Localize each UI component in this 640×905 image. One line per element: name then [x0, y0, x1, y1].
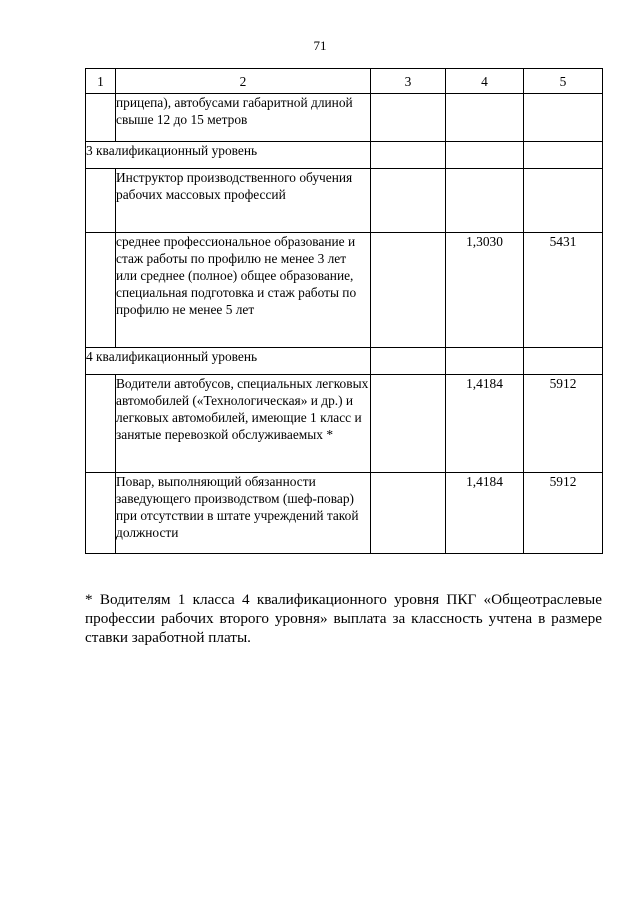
- cell-empty: [371, 142, 446, 169]
- cell-empty: [446, 348, 524, 375]
- cell-position: Инструктор производственного обучения рабочих массовых профессий: [116, 169, 371, 233]
- cell-col-1: [86, 473, 116, 554]
- page-number: 71: [313, 38, 327, 53]
- cell-col-1: [86, 375, 116, 473]
- cell-col-1: [86, 169, 116, 233]
- cell-salary: 5912: [524, 473, 603, 554]
- cell-position: среднее профессиональное образование и стаж работы по профилю не менее 3 лет или среднее (полное) общее образование, специальная подготовка и стаж работы по профилю не менее 5 лет: [116, 233, 371, 348]
- salary-table: [85, 68, 603, 554]
- cell-coefficient: [446, 94, 524, 142]
- table-row: [86, 375, 603, 473]
- cell-salary: 5431: [524, 233, 603, 348]
- cell-empty: [446, 142, 524, 169]
- cell-empty: [371, 348, 446, 375]
- table-row: [86, 233, 603, 348]
- table-row: [86, 473, 603, 554]
- cell-col-3: [371, 233, 446, 348]
- table-row: [86, 94, 603, 142]
- cell-coefficient: 1,4184: [446, 473, 524, 554]
- cell-position: прицепа), автобусами габаритной длиной свыше 12 до 15 метров: [116, 94, 371, 142]
- cell-position: Повар, выполняющий обязанности заведующего производством (шеф-повар) при отсутствии в штате учреждений такой должности: [116, 473, 371, 554]
- table-header-row: [86, 69, 603, 94]
- cell-empty: [524, 348, 603, 375]
- cell-empty: [524, 142, 603, 169]
- qualification-level: 4 квалификационный уровень: [86, 348, 371, 375]
- cell-position: Водители автобусов, специальных легковых автомобилей («Технологическая» и др.) и легковых автомобилей, имеющие 1 класс и занятые перевозкой обслуживаемых *: [116, 375, 371, 473]
- qualification-level: 3 квалификационный уровень: [86, 142, 371, 169]
- level-row: [86, 348, 603, 375]
- cell-coefficient: 1,4184: [446, 375, 524, 473]
- cell-coefficient: 1,3030: [446, 233, 524, 348]
- cell-col-1: [86, 94, 116, 142]
- cell-col-3: [371, 375, 446, 473]
- header-col-3: 3: [371, 69, 446, 94]
- cell-col-3: [371, 94, 446, 142]
- cell-coefficient: [446, 169, 524, 233]
- cell-col-1: [86, 233, 116, 348]
- cell-col-3: [371, 169, 446, 233]
- footnote: * Водителям 1 класса 4 квалификационного уровня ПКГ «Общеотраслевые профессии рабочих второго уровня» выплата за классность учтена в размере ставки заработной платы.: [85, 591, 602, 647]
- cell-salary: [524, 94, 603, 142]
- cell-col-3: [371, 473, 446, 554]
- header-col-1: 1: [86, 69, 116, 94]
- level-row: [86, 142, 603, 169]
- header-col-2: 2: [116, 69, 371, 94]
- cell-salary: 5912: [524, 375, 603, 473]
- table-row: [86, 169, 603, 233]
- header-col-4: 4: [446, 69, 524, 94]
- header-col-5: 5: [524, 69, 603, 94]
- cell-salary: [524, 169, 603, 233]
